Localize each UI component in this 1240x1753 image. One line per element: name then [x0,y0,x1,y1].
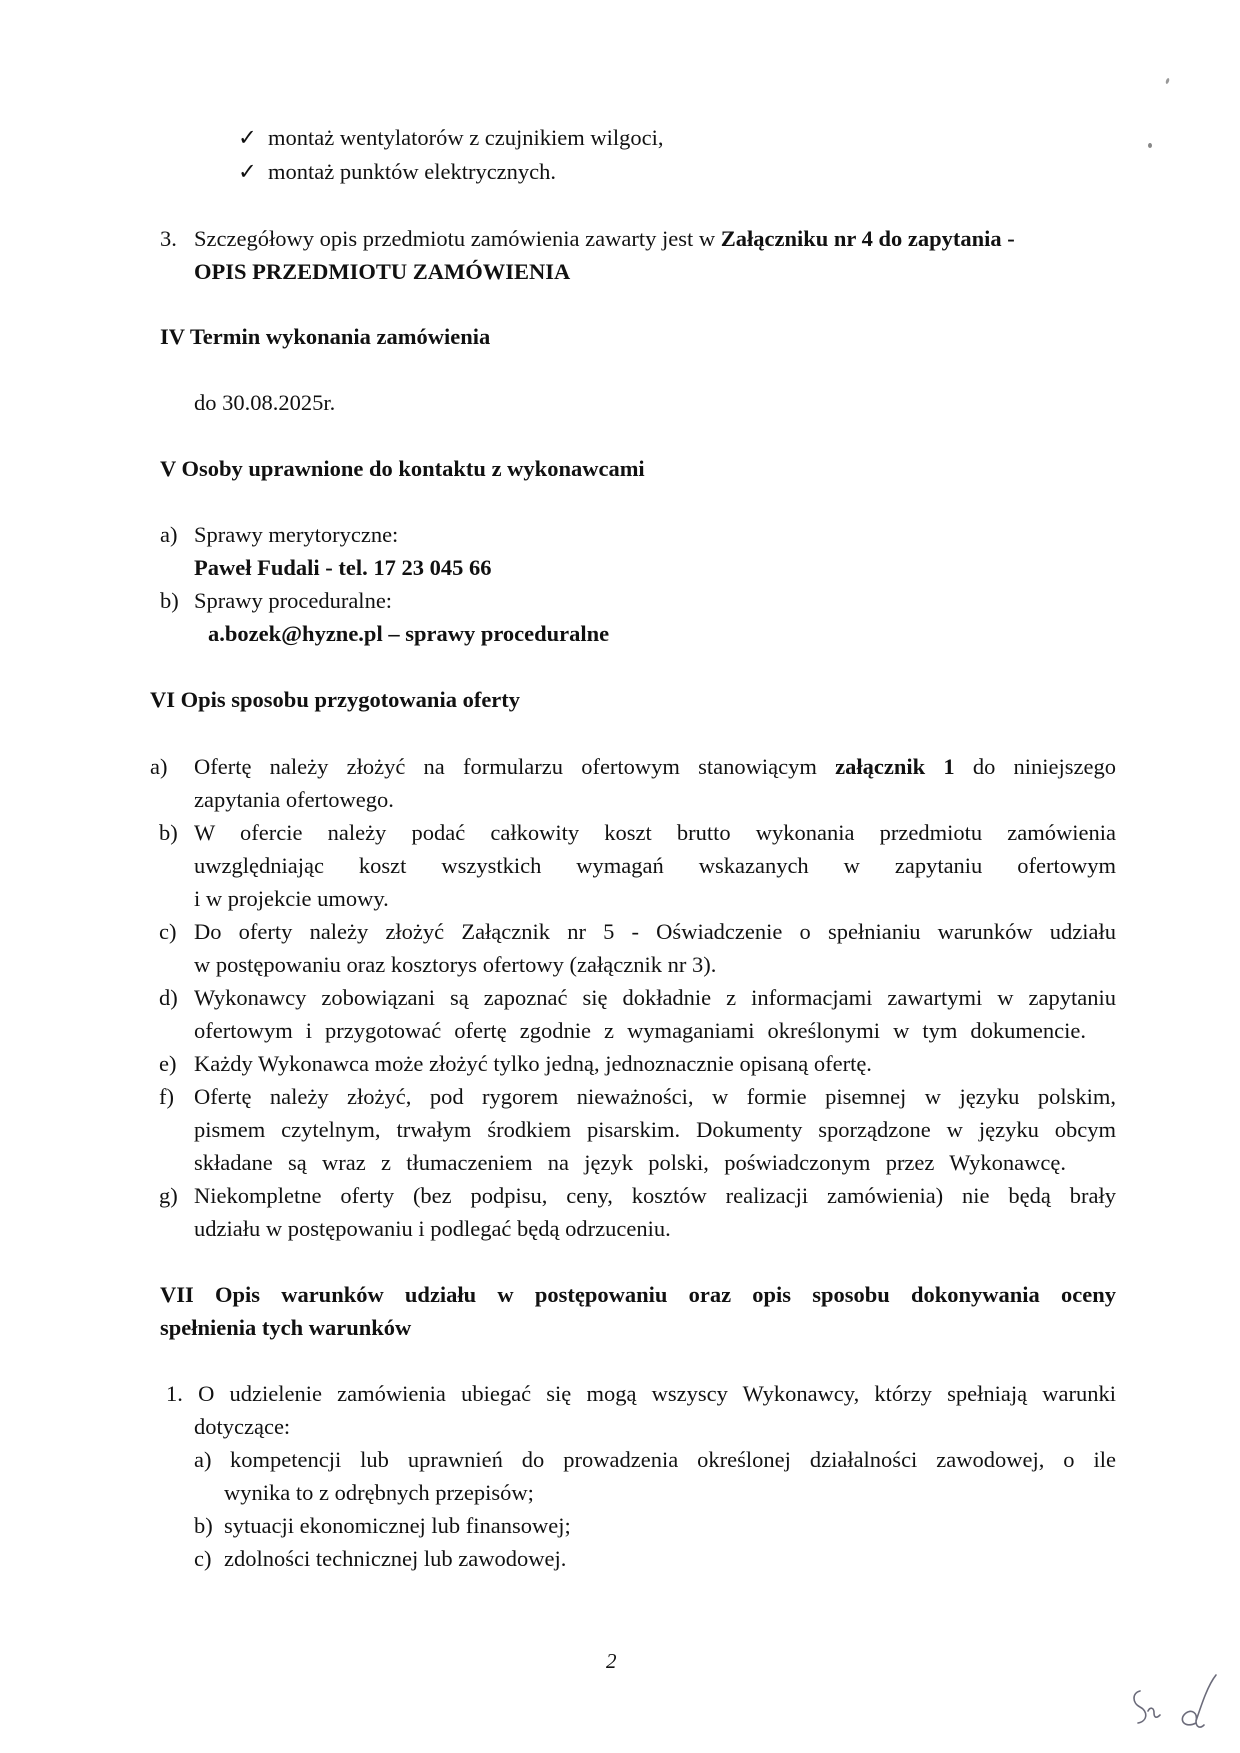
deadline-text: do 30.08.2025r. [194,390,336,415]
item-number: 3. [160,226,177,251]
section-heading: IV Termin wykonania zamówienia [160,324,491,349]
list-text: udziału w postępowaniu i podlegać będą odrzuceniu. [194,1216,671,1241]
list-text: Wykonawcy zobowiązani są zapoznać się dokładnie z informacjami zawartymi w zapytaniu [194,985,1116,1010]
list-text: Sprawy merytoryczne: [194,522,399,547]
list-text: zapytania ofertowego. [194,787,394,812]
checklist-item: ✓ montaż punktów elektrycznych. [238,159,557,184]
list-label: d) [159,985,178,1010]
list-label: f) [159,1084,174,1109]
list-label: b) [194,1513,213,1538]
list-label: b) [160,588,179,613]
item-text: Szczegółowy opis przedmiotu zamówienia zawarty jest w Załączniku nr 4 do zapytania - [194,226,1015,251]
item-text-bold: OPIS PRZEDMIOTU ZAMÓWIENIA [194,259,571,284]
checklist-item: ✓ montaż wentylatorów z czujnikiem wilgoci, [238,125,664,150]
list-text: składane są wraz z tłumaczeniem na język polski, poświadczonym przez Wykonawcę. [194,1150,1066,1175]
scan-speck [1165,78,1170,85]
list-text: ofertowym i przygotować ofertę zgodnie z wymaganiami określonymi w tym dokumencie. [194,1018,1086,1043]
list-text: Do oferty należy złożyć Załącznik nr 5 - Oświadczenie o spełnianiu warunków udziału [194,919,1116,944]
list-text: sytuacji ekonomicznej lub finansowej; [224,1513,571,1538]
contact-email: a.bozek@hyzne.pl – sprawy proceduralne [208,621,610,646]
list-text: Sprawy proceduralne: [194,588,393,613]
section-heading: V Osoby uprawnione do kontaktu z wykonawcami [160,456,645,481]
list-text: uwzględniając koszt wszystkich wymagań wskazanych w zapytaniu ofertowym [194,853,1116,878]
contact-person: Paweł Fudali - tel. 17 23 045 66 [194,555,492,580]
list-text: Ofertę należy złożyć, pod rygorem nieważności, w formie pisemnej w języku polskim, [194,1084,1116,1109]
list-text: W ofercie należy podać całkowity koszt brutto wykonania przedmiotu zamówienia [194,820,1116,845]
list-label: a) [160,522,178,547]
section-heading: VI Opis sposobu przygotowania oferty [150,687,521,712]
paragraph-text: dotyczące: [194,1414,291,1439]
list-label: e) [159,1051,177,1076]
list-label: a) [194,1447,212,1472]
list-text: kompetencji lub uprawnień do prowadzenia określonej działalności zawodowej, o ile [230,1447,1116,1472]
list-text: pismem czytelnym, trwałym środkiem pisarskim. Dokumenty sporządzone w języku obcym [194,1117,1116,1142]
list-text: Ofertę należy złożyć na formularzu ofertowym stanowiącym załącznik 1 do niniejszego [194,754,1117,779]
list-label: c) [159,919,177,944]
check-icon: ✓ [238,159,257,184]
page-number: 2 [606,1649,617,1673]
check-icon: ✓ [238,125,257,150]
list-label: g) [159,1183,178,1208]
list-text: Niekompletne oferty (bez podpisu, ceny, kosztów realizacji zamówienia) nie będą brały [194,1183,1116,1208]
signature-initials [1126,1663,1226,1743]
list-text: w postępowaniu oraz kosztorys ofertowy (załącznik nr 3). [194,952,717,977]
list-label: b) [159,820,178,845]
paragraph-text: 1. O udzielenie zamówienia ubiegać się mogą wszyscy Wykonawcy, którzy spełniają warunki [166,1381,1116,1406]
list-label: a) [150,754,168,779]
scan-speck [1148,143,1152,148]
list-text: wynika to z odrębnych przepisów; [224,1480,534,1505]
list-text: zdolności technicznej lub zawodowej. [224,1546,567,1571]
list-text: i w projekcie umowy. [194,886,389,911]
list-label: c) [194,1546,212,1571]
list-text: Każdy Wykonawca może złożyć tylko jedną, jednoznacznie opisaną ofertę. [194,1051,872,1076]
section-heading: spełnienia tych warunków [160,1315,412,1340]
section-heading: VII Opis warunków udziału w postępowaniu oraz opis sposobu dokonywania oceny [160,1282,1116,1307]
